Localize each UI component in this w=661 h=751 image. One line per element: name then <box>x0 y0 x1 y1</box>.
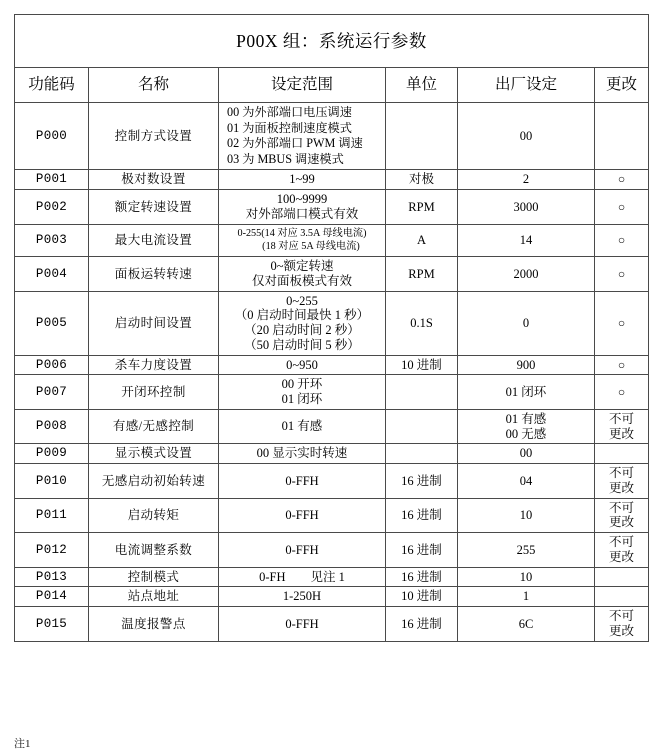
table-row <box>15 291 649 355</box>
cell-name: 站点地址 <box>89 587 219 607</box>
cell-function-code: P008 <box>15 409 89 444</box>
cell-factory-setting: 10 <box>458 567 595 587</box>
cell-function-code: P000 <box>15 103 89 170</box>
cell-unit: 10 进制 <box>386 587 458 607</box>
column-header-code: 功能码 <box>15 68 89 103</box>
changeable-circle-icon: ○ <box>617 357 626 372</box>
cell-change-allowed: 不可 更改 <box>595 607 649 642</box>
cell-change-allowed <box>595 291 649 355</box>
cell-function-code: P007 <box>15 375 89 410</box>
cell-change-allowed: 不可 更改 <box>595 533 649 568</box>
changeable-circle-icon: ○ <box>617 233 626 248</box>
cell-change-allowed <box>595 355 649 375</box>
cell-function-code: P009 <box>15 444 89 464</box>
cell-unit: 16 进制 <box>386 533 458 568</box>
cell-name: 控制方式设置 <box>89 103 219 170</box>
table-row <box>15 103 649 170</box>
cell-setting-range: 00 为外部端口电压调速 01 为面板控制速度模式 02 为外部端口 PWM 调速 03 为 MBUS 调速模式 <box>219 103 386 170</box>
cell-name: 极对数设置 <box>89 170 219 190</box>
cell-factory-setting: 3000 <box>458 190 595 225</box>
cell-function-code: P011 <box>15 498 89 533</box>
parameter-table <box>14 14 649 642</box>
column-header-change: 更改 <box>595 68 649 103</box>
column-header-unit: 单位 <box>386 68 458 103</box>
cell-setting-range: 00 显示实时转速 <box>219 444 386 464</box>
cell-setting-range: 0-255(14 对应 3.5A 母线电流) (18 对应 5A 母线电流) <box>219 224 386 257</box>
cell-change-allowed <box>595 375 649 410</box>
cell-unit <box>386 375 458 410</box>
cell-setting-range: 0-FFH <box>219 464 386 499</box>
cell-name: 无感启动初始转速 <box>89 464 219 499</box>
cell-name: 额定转速设置 <box>89 190 219 225</box>
changeable-circle-icon: ○ <box>617 199 626 214</box>
cell-function-code: P012 <box>15 533 89 568</box>
table-row <box>15 224 649 257</box>
table-title-row <box>15 15 649 68</box>
cell-factory-setting: 2000 <box>458 257 595 292</box>
cell-function-code: P001 <box>15 170 89 190</box>
cell-unit: 0.1S <box>386 291 458 355</box>
cell-setting-range: 1-250H <box>219 587 386 607</box>
cell-function-code: P004 <box>15 257 89 292</box>
cell-change-allowed <box>595 170 649 190</box>
cell-factory-setting: 0 <box>458 291 595 355</box>
column-header-factory: 出厂设定 <box>458 68 595 103</box>
cell-change-allowed <box>595 103 649 170</box>
table-row <box>15 464 649 499</box>
cell-name: 控制模式 <box>89 567 219 587</box>
cell-setting-range: 1~99 <box>219 170 386 190</box>
cell-name: 开闭环控制 <box>89 375 219 410</box>
footnote-partial: 注1 <box>14 738 31 750</box>
cell-unit: RPM <box>386 190 458 225</box>
cell-change-allowed <box>595 567 649 587</box>
cell-change-allowed <box>595 444 649 464</box>
cell-function-code: P003 <box>15 224 89 257</box>
cell-name: 面板运转转速 <box>89 257 219 292</box>
cell-setting-range: 0~额定转速 仅对面板模式有效 <box>219 257 386 292</box>
cell-function-code: P002 <box>15 190 89 225</box>
cell-setting-range: 0~255 （0 启动时间最快 1 秒） （20 启动时间 2 秒） （50 启动时间 5 秒） <box>219 291 386 355</box>
cell-factory-setting: 01 闭环 <box>458 375 595 410</box>
cell-setting-range: 0-FFH <box>219 607 386 642</box>
cell-unit <box>386 444 458 464</box>
cell-factory-setting: 900 <box>458 355 595 375</box>
table-row <box>15 257 649 292</box>
cell-function-code: P015 <box>15 607 89 642</box>
cell-name: 电流调整系数 <box>89 533 219 568</box>
table-row <box>15 355 649 375</box>
cell-unit <box>386 103 458 170</box>
table-row <box>15 190 649 225</box>
page-title: P00X 组：系统运行参数 <box>15 15 649 68</box>
table-row <box>15 444 649 464</box>
cell-factory-setting: 14 <box>458 224 595 257</box>
column-header-name: 名称 <box>89 68 219 103</box>
table-row <box>15 375 649 410</box>
cell-unit: A <box>386 224 458 257</box>
cell-setting-range: 01 有感 <box>219 409 386 444</box>
table-row <box>15 498 649 533</box>
cell-factory-setting: 2 <box>458 170 595 190</box>
cell-unit: 对极 <box>386 170 458 190</box>
cell-function-code: P006 <box>15 355 89 375</box>
cell-function-code: P013 <box>15 567 89 587</box>
cell-factory-setting: 10 <box>458 498 595 533</box>
cell-name: 启动时间设置 <box>89 291 219 355</box>
changeable-circle-icon: ○ <box>617 384 626 399</box>
cell-factory-setting: 6C <box>458 607 595 642</box>
cell-name: 显示模式设置 <box>89 444 219 464</box>
cell-factory-setting: 04 <box>458 464 595 499</box>
cell-unit: 16 进制 <box>386 498 458 533</box>
cell-name: 温度报警点 <box>89 607 219 642</box>
cell-unit <box>386 409 458 444</box>
cell-function-code: P005 <box>15 291 89 355</box>
table-row <box>15 533 649 568</box>
cell-factory-setting: 1 <box>458 587 595 607</box>
changeable-circle-icon: ○ <box>617 266 626 281</box>
cell-factory-setting: 00 <box>458 444 595 464</box>
parameter-document <box>14 14 648 642</box>
cell-change-allowed <box>595 587 649 607</box>
cell-function-code: P010 <box>15 464 89 499</box>
cell-change-allowed: 不可 更改 <box>595 464 649 499</box>
cell-factory-setting: 00 <box>458 103 595 170</box>
cell-setting-range: 0~950 <box>219 355 386 375</box>
cell-change-allowed: 不可 更改 <box>595 409 649 444</box>
table-body <box>15 15 649 642</box>
cell-function-code: P014 <box>15 587 89 607</box>
cell-factory-setting: 255 <box>458 533 595 568</box>
cell-change-allowed <box>595 190 649 225</box>
table-row <box>15 567 649 587</box>
cell-change-allowed <box>595 257 649 292</box>
cell-setting-range: 0-FH 见注 1 <box>219 567 386 587</box>
cell-change-allowed: 不可 更改 <box>595 498 649 533</box>
column-header-range: 设定范围 <box>219 68 386 103</box>
cell-setting-range: 100~9999 对外部端口模式有效 <box>219 190 386 225</box>
cell-unit: 16 进制 <box>386 464 458 499</box>
cell-name: 有感/无感控制 <box>89 409 219 444</box>
cell-change-allowed <box>595 224 649 257</box>
cell-name: 启动转矩 <box>89 498 219 533</box>
cell-unit: 10 进制 <box>386 355 458 375</box>
table-row <box>15 170 649 190</box>
changeable-circle-icon: ○ <box>617 172 626 187</box>
table-row <box>15 587 649 607</box>
cell-name: 最大电流设置 <box>89 224 219 257</box>
cell-unit: 16 进制 <box>386 567 458 587</box>
cell-setting-range: 0-FFH <box>219 533 386 568</box>
cell-factory-setting: 01 有感 00 无感 <box>458 409 595 444</box>
cell-setting-range: 00 开环 01 闭环 <box>219 375 386 410</box>
cell-unit: 16 进制 <box>386 607 458 642</box>
table-row <box>15 607 649 642</box>
changeable-circle-icon: ○ <box>617 315 626 330</box>
table-header-row <box>15 68 649 103</box>
cell-unit: RPM <box>386 257 458 292</box>
cell-name: 杀车力度设置 <box>89 355 219 375</box>
table-row <box>15 409 649 444</box>
cell-setting-range: 0-FFH <box>219 498 386 533</box>
